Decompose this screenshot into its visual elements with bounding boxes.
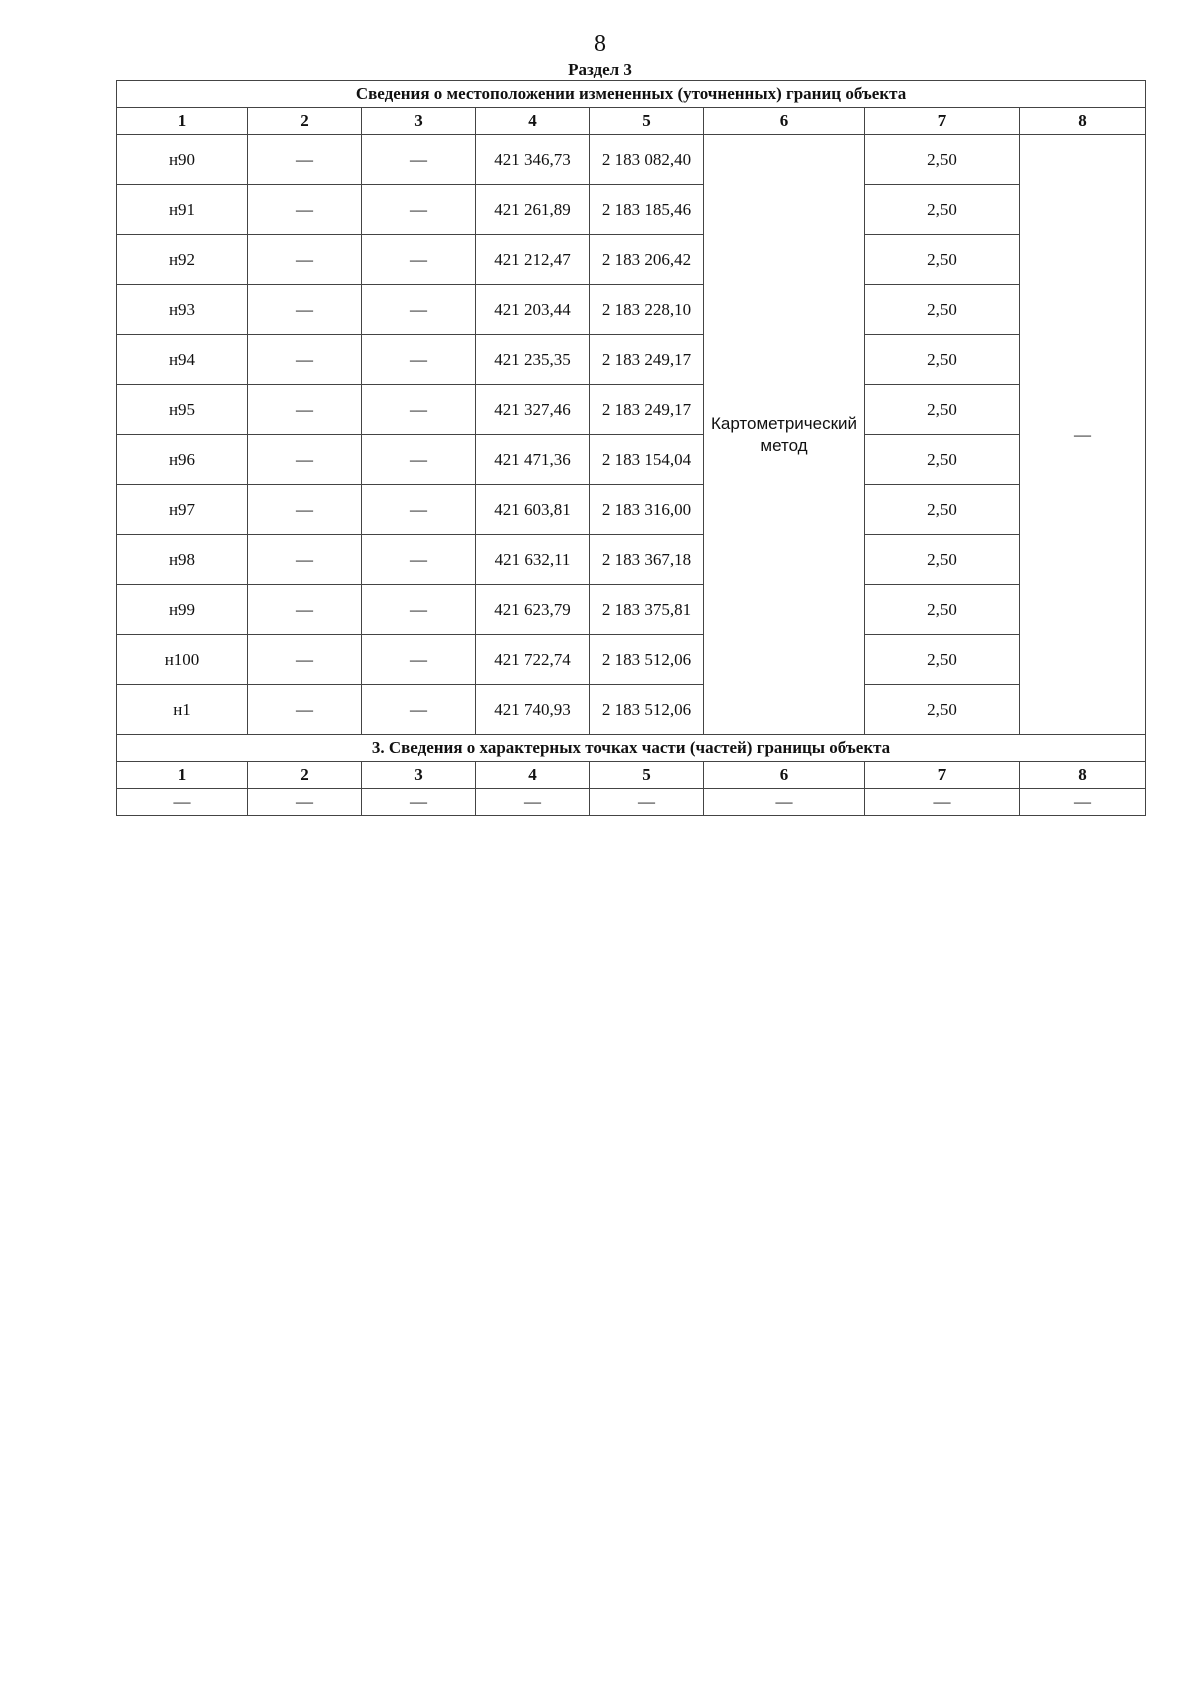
y-coordinate-cell: 2 183 228,10 <box>590 285 704 335</box>
accuracy-cell: 2,50 <box>865 435 1020 485</box>
x-coordinate-cell: 421 346,73 <box>476 135 590 185</box>
point-cell: н91 <box>117 185 248 235</box>
dash-cell: — <box>248 335 362 385</box>
accuracy-cell: 2,50 <box>865 685 1020 735</box>
table-row <box>117 135 1146 185</box>
column-header: 8 <box>1020 108 1146 135</box>
dash-cell: — <box>362 535 476 585</box>
y-coordinate-cell: 2 183 082,40 <box>590 135 704 185</box>
point-cell: н96 <box>117 435 248 485</box>
table-cell: — <box>865 789 1020 816</box>
x-coordinate-cell: 421 603,81 <box>476 485 590 535</box>
y-coordinate-cell: 2 183 367,18 <box>590 535 704 585</box>
section-title: Раздел 3 <box>568 60 632 79</box>
dash-cell: — <box>248 185 362 235</box>
x-coordinate-cell: 421 722,74 <box>476 635 590 685</box>
point-cell: н98 <box>117 535 248 585</box>
accuracy-cell: 2,50 <box>865 135 1020 185</box>
column-header: 7 <box>865 762 1020 789</box>
column-header: 7 <box>865 108 1020 135</box>
table-row <box>117 485 1146 535</box>
column-header: 3 <box>362 108 476 135</box>
x-coordinate-cell: 421 235,35 <box>476 335 590 385</box>
table-row <box>117 385 1146 435</box>
x-coordinate-cell: 421 261,89 <box>476 185 590 235</box>
coordinates-table <box>116 80 1146 816</box>
table-cell: — <box>248 789 362 816</box>
y-coordinate-cell: 2 183 316,00 <box>590 485 704 535</box>
point-cell: н94 <box>117 335 248 385</box>
column-header: 4 <box>476 762 590 789</box>
column8-cell: — <box>1020 135 1146 735</box>
table-row <box>117 585 1146 635</box>
dash-cell: — <box>362 585 476 635</box>
point-cell: н95 <box>117 385 248 435</box>
point-cell: н92 <box>117 235 248 285</box>
accuracy-cell: 2,50 <box>865 585 1020 635</box>
method-cell: Картометрический метод <box>704 135 865 735</box>
table-row <box>117 789 1146 816</box>
dash-cell: — <box>362 285 476 335</box>
dash-cell: — <box>248 535 362 585</box>
accuracy-cell: 2,50 <box>865 285 1020 335</box>
point-cell: н99 <box>117 585 248 635</box>
page-number: 8 <box>594 31 606 57</box>
point-cell: н90 <box>117 135 248 185</box>
dash-cell: — <box>248 435 362 485</box>
accuracy-cell: 2,50 <box>865 235 1020 285</box>
dash-cell: — <box>248 485 362 535</box>
table-cell: — <box>704 789 865 816</box>
table-row <box>117 285 1146 335</box>
accuracy-cell: 2,50 <box>865 335 1020 385</box>
table-row <box>117 235 1146 285</box>
table-caption: 3. Сведения о характерных точках части (частей) границы объекта <box>117 735 1146 762</box>
table-row <box>117 535 1146 585</box>
column-header: 6 <box>704 762 865 789</box>
point-cell: н100 <box>117 635 248 685</box>
y-coordinate-cell: 2 183 185,46 <box>590 185 704 235</box>
point-cell: н93 <box>117 285 248 335</box>
dash-cell: — <box>362 235 476 285</box>
column-header: 8 <box>1020 762 1146 789</box>
table-row <box>117 685 1146 735</box>
x-coordinate-cell: 421 327,46 <box>476 385 590 435</box>
column-header: 2 <box>248 108 362 135</box>
column-header: 5 <box>590 762 704 789</box>
x-coordinate-cell: 421 623,79 <box>476 585 590 635</box>
dash-cell: — <box>362 335 476 385</box>
x-coordinate-cell: 421 471,36 <box>476 435 590 485</box>
column-header: 1 <box>117 108 248 135</box>
dash-cell: — <box>248 235 362 285</box>
accuracy-cell: 2,50 <box>865 485 1020 535</box>
header-row <box>117 108 1146 135</box>
y-coordinate-cell: 2 183 154,04 <box>590 435 704 485</box>
x-coordinate-cell: 421 740,93 <box>476 685 590 735</box>
dash-cell: — <box>248 385 362 435</box>
y-coordinate-cell: 2 183 512,06 <box>590 635 704 685</box>
table-cell: — <box>1020 789 1146 816</box>
table-cell: — <box>476 789 590 816</box>
dash-cell: — <box>248 685 362 735</box>
dash-cell: — <box>362 635 476 685</box>
dash-cell: — <box>362 435 476 485</box>
y-coordinate-cell: 2 183 375,81 <box>590 585 704 635</box>
header-row <box>117 762 1146 789</box>
y-coordinate-cell: 2 183 206,42 <box>590 235 704 285</box>
y-coordinate-cell: 2 183 249,17 <box>590 335 704 385</box>
y-coordinate-cell: 2 183 249,17 <box>590 385 704 435</box>
dash-cell: — <box>248 285 362 335</box>
table-row <box>117 185 1146 235</box>
x-coordinate-cell: 421 632,11 <box>476 535 590 585</box>
column-header: 5 <box>590 108 704 135</box>
table-row <box>117 635 1146 685</box>
dash-cell: — <box>248 135 362 185</box>
accuracy-cell: 2,50 <box>865 535 1020 585</box>
column-header: 1 <box>117 762 248 789</box>
column-header: 2 <box>248 762 362 789</box>
accuracy-cell: 2,50 <box>865 385 1020 435</box>
accuracy-cell: 2,50 <box>865 185 1020 235</box>
dash-cell: — <box>362 385 476 435</box>
dash-cell: — <box>362 185 476 235</box>
column-header: 4 <box>476 108 590 135</box>
point-cell: н97 <box>117 485 248 535</box>
y-coordinate-cell: 2 183 512,06 <box>590 685 704 735</box>
table-cell: — <box>590 789 704 816</box>
column-header: 6 <box>704 108 865 135</box>
x-coordinate-cell: 421 203,44 <box>476 285 590 335</box>
table-cell: — <box>362 789 476 816</box>
column-header: 3 <box>362 762 476 789</box>
dash-cell: — <box>248 635 362 685</box>
dash-cell: — <box>248 585 362 635</box>
point-cell: н1 <box>117 685 248 735</box>
table-caption: Сведения о местоположении измененных (уточненных) границ объекта <box>117 81 1146 108</box>
table-row <box>117 335 1146 385</box>
dash-cell: — <box>362 685 476 735</box>
dash-cell: — <box>362 135 476 185</box>
dash-cell: — <box>362 485 476 535</box>
accuracy-cell: 2,50 <box>865 635 1020 685</box>
table-cell: — <box>117 789 248 816</box>
table-row <box>117 435 1146 485</box>
x-coordinate-cell: 421 212,47 <box>476 235 590 285</box>
